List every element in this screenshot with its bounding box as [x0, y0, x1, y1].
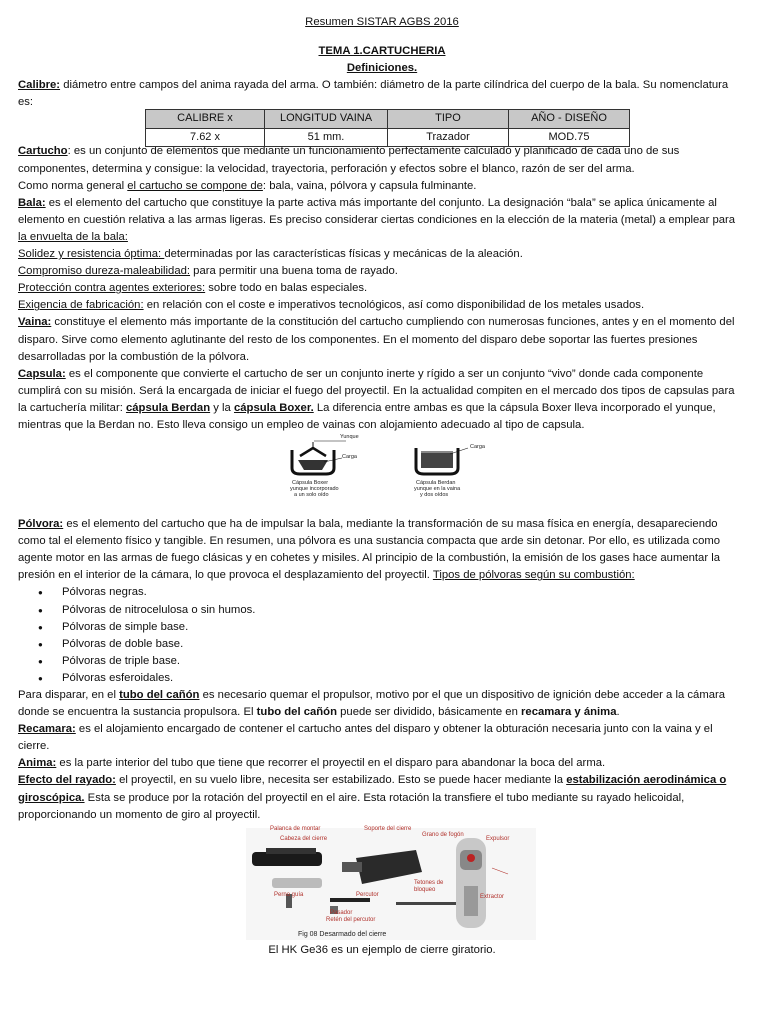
- bolt-label: Tetones de bloqueo: [414, 879, 444, 893]
- bala-link: la envuelta de la bala:: [18, 230, 128, 243]
- anima-text: es la parte interior del tubo que tiene que recorrer el proyectil en el disparo para abandonar la boca del arma.: [56, 757, 606, 770]
- berdan-caption-3: y dos oídos: [420, 492, 449, 499]
- table-header-cell: TIPO: [388, 110, 509, 128]
- table-cell: 51 mm.: [265, 128, 388, 146]
- berdan-capsule-figure: [410, 438, 500, 502]
- bolt-photo: [246, 825, 536, 940]
- norma-paragraph: [18, 178, 746, 195]
- boxer-caption-3: a un solo oído: [294, 492, 329, 499]
- document-page: [18, 14, 746, 959]
- berdan-caption-2: yunque en la vaina: [414, 486, 461, 493]
- norma-link: el cartucho se compone de: [127, 179, 263, 192]
- bala-paragraph: [18, 195, 746, 246]
- table-cell: Trazador: [388, 128, 509, 146]
- bolt-label: Retén del percutor: [326, 916, 376, 923]
- vaina-term: Vaina:: [18, 316, 52, 329]
- calibre-term: Calibre:: [18, 79, 61, 92]
- recamara-anima-bold: recamara y ánima: [521, 706, 617, 719]
- table-cell: MOD.75: [509, 128, 630, 146]
- estabilizacion-link: estabilización aerodinámica o giroscópica.: [18, 774, 727, 804]
- list-item: ● Pólvoras de triple base.: [62, 653, 746, 670]
- carga-label: Carga: [470, 444, 485, 451]
- bolt-label: Palanca de montar: [270, 825, 321, 832]
- closing-line: El HK Ge36 es un ejemplo de cierre giratorio.: [268, 943, 496, 956]
- disparar-mid: es necesario quemar el propulsor, motivo por el que un dispositivo de ignición debe acceder a la cámara donde se encuentra la sustancia propulsora. El: [18, 689, 726, 719]
- anima-paragraph: [18, 755, 746, 772]
- section-title: TEMA 1.CARTUCHERIA: [318, 45, 446, 58]
- bolt-label: Pasador: [330, 909, 353, 916]
- cartucho-text: : es un conjunto de elementos que mediante un funcionamiento perfectamente calculado y planificado de cada uno de sus componentes, determina y consigue: la velocidad, trayectoria, perforación y efectos sobre el blanco, razón de ser del arma.: [18, 145, 680, 175]
- caliber-spec-table: [145, 109, 630, 146]
- condition-term: Compromiso dureza-maleabilidad:: [18, 265, 191, 278]
- disparar-end: .: [616, 706, 620, 719]
- carga-label: Carga: [342, 454, 357, 461]
- bolt-label: Expulsor: [486, 835, 510, 842]
- cartucho-term: Cartucho: [18, 145, 68, 158]
- norma-post: : bala, vaina, pólvora y capsula fulminante.: [262, 179, 477, 192]
- polvora-types-list: [18, 584, 746, 687]
- condition-item: [18, 246, 746, 263]
- polvora-term: Pólvora:: [18, 518, 64, 531]
- boxer-caption-2: yunque incorporado: [290, 486, 339, 493]
- rayado-paragraph: [18, 772, 746, 823]
- list-item: ● Pólvoras de doble base.: [62, 636, 746, 653]
- condition-text: en relación con el coste e imperativos tecnológicos, así como disponibilidad de los metales usados.: [143, 299, 645, 312]
- bolt-label: Perno guía: [274, 891, 304, 898]
- list-item: ● Pólvoras esferoidales.: [62, 670, 746, 687]
- condition-text: determinadas por las características físicas y mecánicas de la aleación.: [164, 248, 523, 261]
- norma-pre: Como norma general: [18, 179, 128, 192]
- capsula-text: es el componente que convierte el cartucho de ser un conjunto inerte y rígido a ser un conjunto “vivo” donde cada componente cumplirá con su misión. Será la encargada de iniciar el fuego del proyectil. En la actualidad compiten en el mercado dos tipos de capsulas para la cartuchería militar:: [18, 367, 735, 414]
- capsula-and: y la: [210, 401, 234, 414]
- list-item: ● Pólvoras de nitrocelulosa o sin humos.: [62, 602, 746, 619]
- table-cell: 7.62 x: [146, 128, 265, 146]
- bolt-label: Soporte del cierre: [364, 825, 412, 832]
- boxer-link: cápsula Boxer.: [233, 401, 314, 414]
- capsule-diagram: [18, 434, 746, 504]
- boxer-capsule-drawing: [286, 438, 376, 478]
- section-subtitle: Definiciones.: [346, 62, 418, 75]
- condition-term: Protección contra agentes exteriores:: [18, 282, 206, 295]
- tubo-bold: tubo del cañón: [256, 706, 337, 719]
- recamara-paragraph: [18, 721, 746, 755]
- rayado-term: Efecto del rayado:: [18, 774, 116, 787]
- figure-caption: Fig 08 Desarmado del cierre: [298, 930, 387, 938]
- condition-text: sobre todo en balas especiales.: [205, 282, 368, 295]
- berdan-caption: Cápsula Berdan: [416, 480, 456, 487]
- rayado-text: el proyectil, en su vuelo libre, necesita ser estabilizado. Esto se puede hacer mediante la: [115, 774, 567, 787]
- capsula-paragraph: [18, 366, 746, 434]
- condition-term: Solidez y resistencia óptima:: [18, 248, 165, 261]
- table-row: [146, 128, 630, 146]
- table-header-cell: CALIBRE x: [146, 110, 265, 128]
- bolt-label: Percutor: [356, 891, 379, 898]
- bolt-figure: [18, 825, 746, 940]
- condition-item: [18, 263, 746, 280]
- condition-text: para permitir una buena toma de rayado.: [190, 265, 398, 278]
- condition-term: Exigencia de fabricación:: [18, 299, 144, 312]
- document-header: Resumen SISTAR AGBS 2016: [305, 16, 459, 28]
- table-header-cell: AÑO - DISEÑO: [509, 110, 630, 128]
- polvora-types-link: Tipos de pólvoras según su combustión:: [432, 569, 635, 582]
- disparar-paragraph: [18, 687, 746, 721]
- tubo-link: tubo del cañón: [119, 689, 200, 701]
- rayado-text-2: Esta se produce por la rotación del proyectil en el aire. Esta rotación la transfiere el tubo mediante su rayado helicoidal, proporcionando un momento de giro al proyectil.: [18, 791, 685, 821]
- boxer-capsule-figure: [286, 434, 376, 502]
- bala-text: es el elemento del cartucho que constituye la parte activa más importante del conjunto. La designación “bala” se aplica únicamente al elemento en cuestión relativa a las armas ligeras. Es preciso considerar ciertas condiciones en la elección de la materia (metal) a emplear para: [18, 196, 736, 226]
- calibre-text: diámetro entre campos del anima rayada del arma. O también: diámetro de la parte cilíndrica del cuerpo de la bala. Su nomenclatura es:: [18, 79, 729, 109]
- polvora-paragraph: [18, 516, 746, 584]
- anima-term: Anima:: [18, 757, 57, 770]
- capsula-term: Capsula:: [18, 367, 66, 380]
- list-item: ● Pólvoras negras.: [62, 584, 746, 601]
- cartucho-paragraph: [18, 143, 746, 177]
- table-header-cell: LONGITUD VAINA: [265, 110, 388, 128]
- berdan-capsule-drawing: [410, 438, 500, 478]
- yunque-label: Yunque: [340, 434, 359, 441]
- bolt-label: Cabeza del cierre: [280, 835, 328, 842]
- vaina-text: constituye el elemento más importante de la constitución del cartucho cumpliendo con numerosas funciones, antes y en el momento del disparo. Sirve como elemento aglutinante del resto de los componentes. En el momento del disparo debe soportar las fuertes presiones desarrolladas por la combustión de la pólvora.: [18, 316, 735, 363]
- boxer-caption: Cápsula Boxer: [292, 480, 329, 487]
- spec-table-wrap: [18, 109, 746, 143]
- capsula-text-2: La diferencia entre ambas es que la cápsula Boxer lleva incorporado el yunque, mientras que la Berdan no. Esto lleva consigo un empleo de vainas con alojamiento adecuado al tipo de capsula.: [18, 401, 716, 431]
- condition-item: [18, 280, 746, 297]
- bolt-label: Extractor: [480, 893, 505, 900]
- berdan-link: cápsula Berdan: [125, 401, 211, 414]
- table-header-row: [146, 110, 630, 128]
- bala-term: Bala:: [18, 196, 46, 209]
- polvora-text: es el elemento del cartucho que ha de impulsar la bala, mediante la transformación de su masa física en energía, desapareciendo como tal el elemento físico y tangible. En resumen, una pólvora es una sustancia compacta que arde sin detonar. Por ello, es utilizada como agente motor en las armas de fuego clásicas y en cohetes y misiles. Al principio de la combustión, la emisión de los gases hace aumentar la presión en el interior de la cámara, lo que provoca el desplazamiento del proyectil.: [18, 518, 721, 582]
- recamara-term: Recamara:: [18, 723, 76, 736]
- list-item: ● Pólvoras de simple base.: [62, 619, 746, 636]
- recamara-text: es el alojamiento encargado de contener el cartucho antes del disparo y obtener la obturación necesaria junto con la vaina y el cierre.: [18, 723, 713, 753]
- vaina-paragraph: [18, 314, 746, 365]
- calibre-paragraph: [18, 77, 746, 111]
- bolt-label: Grano de fogón: [422, 831, 464, 838]
- disparar-mid-2: puede ser dividido, básicamente en: [337, 706, 522, 719]
- disparar-pre: Para disparar, en el: [18, 689, 120, 701]
- condition-item: [18, 297, 746, 314]
